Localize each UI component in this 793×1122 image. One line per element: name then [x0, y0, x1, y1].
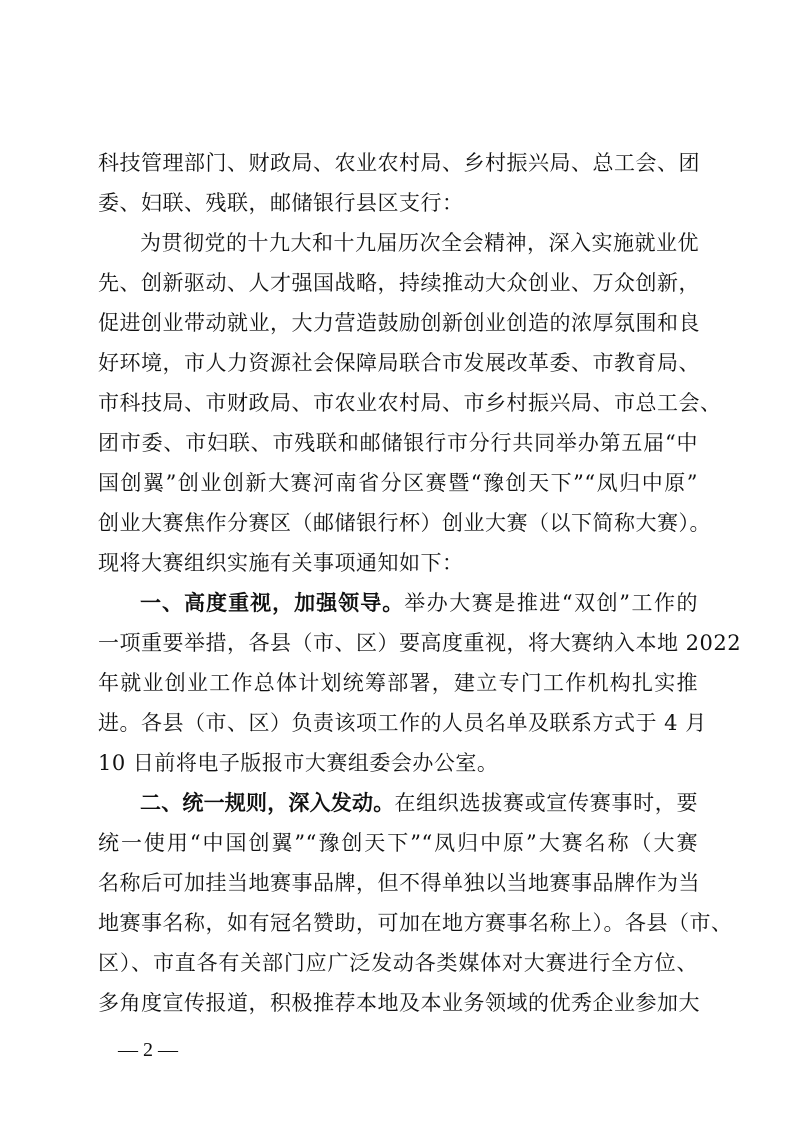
- text-line: 促进创业带动就业，大力营造鼓励创新创业创造的浓厚氛围和良: [98, 311, 700, 335]
- text-line: 团市委、市妇联、市残联和邮储银行市分行共同举办第五届“中: [98, 431, 698, 455]
- text-line: 区）、市直各有关部门应广泛发动各类媒体对大赛进行全方位、: [98, 951, 698, 975]
- text-line: 地赛事名称，如有冠名赞助，可加在地方赛事名称上）。各县（市、: [98, 911, 733, 935]
- text-line: 进。各县（市、区）负责该项工作的人员名单及联系方式于 4 月: [98, 711, 707, 735]
- text-line: 创业大赛焦作分赛区（邮储银行杯）创业大赛（以下简称大赛）。: [98, 511, 711, 535]
- text-line: 科技管理部门、财政局、农业农村局、乡村振兴局、总工会、团: [98, 151, 700, 175]
- text-line: 一项重要举措，各县（市、区）要高度重视，将大赛纳入本地 2022: [98, 631, 742, 655]
- text-line: 市科技局、市财政局、市农业农村局、市乡村振兴局、市总工会、: [98, 391, 722, 415]
- text-line: 好环境，市人力资源社会保障局联合市发展改革委、市教育局、: [98, 351, 700, 375]
- text-run: 举办大赛是推进“双创”工作的: [404, 591, 698, 615]
- text-line: 统一使用“中国创翼”“豫创天下”“凤归中原”大赛名称（大赛: [98, 831, 698, 855]
- text-line: 国创翼”创业创新大赛河南省分区赛暨“豫创天下”“凤归中原”: [98, 471, 698, 495]
- text-run: 在组织选拔赛或宣传赛事时，要: [394, 791, 699, 815]
- text-line: 委、妇联、残联，邮储银行县区支行：: [98, 191, 464, 215]
- section-heading: 二、统一规则，深入发动。: [140, 791, 395, 815]
- text-line: 为贯彻党的十九大和十九届历次全会精神，深入实施就业优: [140, 231, 699, 255]
- page-number: — 2 —: [118, 1039, 178, 1061]
- text-line: 10 日前将电子版报市大赛组委会办公室。: [98, 751, 499, 775]
- text-line: [140, 588, 698, 618]
- text-line: 多角度宣传报道，积极推荐本地及本业务领域的优秀企业参加大: [98, 991, 700, 1015]
- text-line: 先、创新驱动、人才强国战略，持续推动大众创业、万众创新，: [98, 271, 700, 295]
- text-line: 现将大赛组织实施有关事项通知如下：: [98, 551, 464, 575]
- text-line: 年就业创业工作总体计划统筹部署，建立专门工作机构扎实推: [98, 671, 698, 695]
- text-line: [140, 788, 698, 818]
- section-heading: 一、高度重视，加强领导。: [140, 591, 405, 615]
- text-line: 名称后可加挂当地赛事品牌，但不得单独以当地赛事品牌作为当: [98, 871, 700, 895]
